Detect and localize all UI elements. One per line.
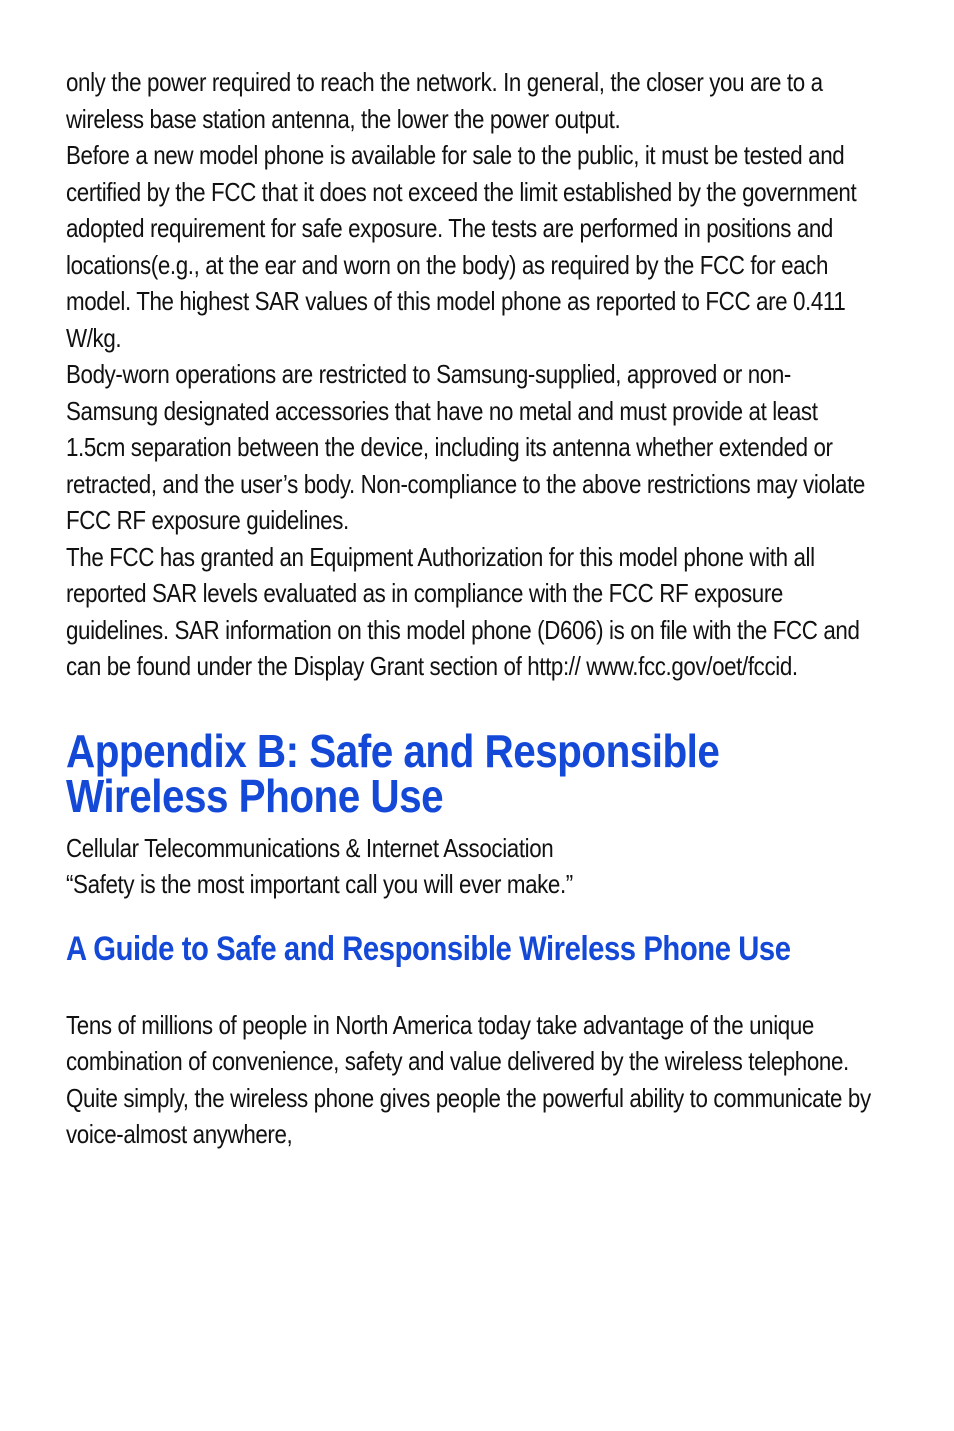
- body-paragraph-authorization: The FCC has granted an Equipment Authorization for this model phone with all reported SAR levels evaluated as in compliance with the FCC RF exposure guidelines. SAR information on this model phone (D606) is on file with the FCC and can be found under the Display Grant section of http:// www.fcc.gov/oet/fccid.: [66, 541, 860, 681]
- body-paragraph-body-worn: Body-worn operations are restricted to Samsung-supplied, approved or non-Samsung designated accessories that have no metal and must provide at least 1.5cm separation between the device, including its antenna whether extended or retracted, and the user’s body. Non-compliance to the above restrictions may violate FCC RF exposure guidelines.: [66, 359, 865, 535]
- appendix-title: Appendix B: Safe and Responsible Wireless Phone Use: [66, 724, 720, 822]
- body-paragraph-power: only the power required to reach the network. In general, the closer you are to a wireless base station antenna, the lower the power output.: [66, 67, 823, 134]
- body-paragraph-certification: Before a new model phone is available for sale to the public, it must be tested and certified by the FCC that it does not exceed the limit established by the government adopted requirement for safe exposure. The tests are performed in positions and locations(e.g., at the ear and worn on the body) as required by the FCC for each model. The highest SAR values of this model phone as reported to FCC are 0.411 W/kg.: [66, 140, 857, 353]
- appendix-organization: Cellular Telecommunications & Internet Association: [66, 832, 554, 863]
- document-page: [66, 64, 878, 1153]
- guide-heading: A Guide to Safe and Responsible Wireless Phone Use: [66, 929, 791, 968]
- guide-body-paragraph: Tens of millions of people in North America today take advantage of the unique combination of convenience, safety and value delivered by the wireless telephone. Quite simply, the wireless phone gives people the powerful ability to communicate by voice-almost anywhere,: [66, 1009, 871, 1149]
- appendix-quote: “Safety is the most important call you will ever make.”: [66, 869, 573, 899]
